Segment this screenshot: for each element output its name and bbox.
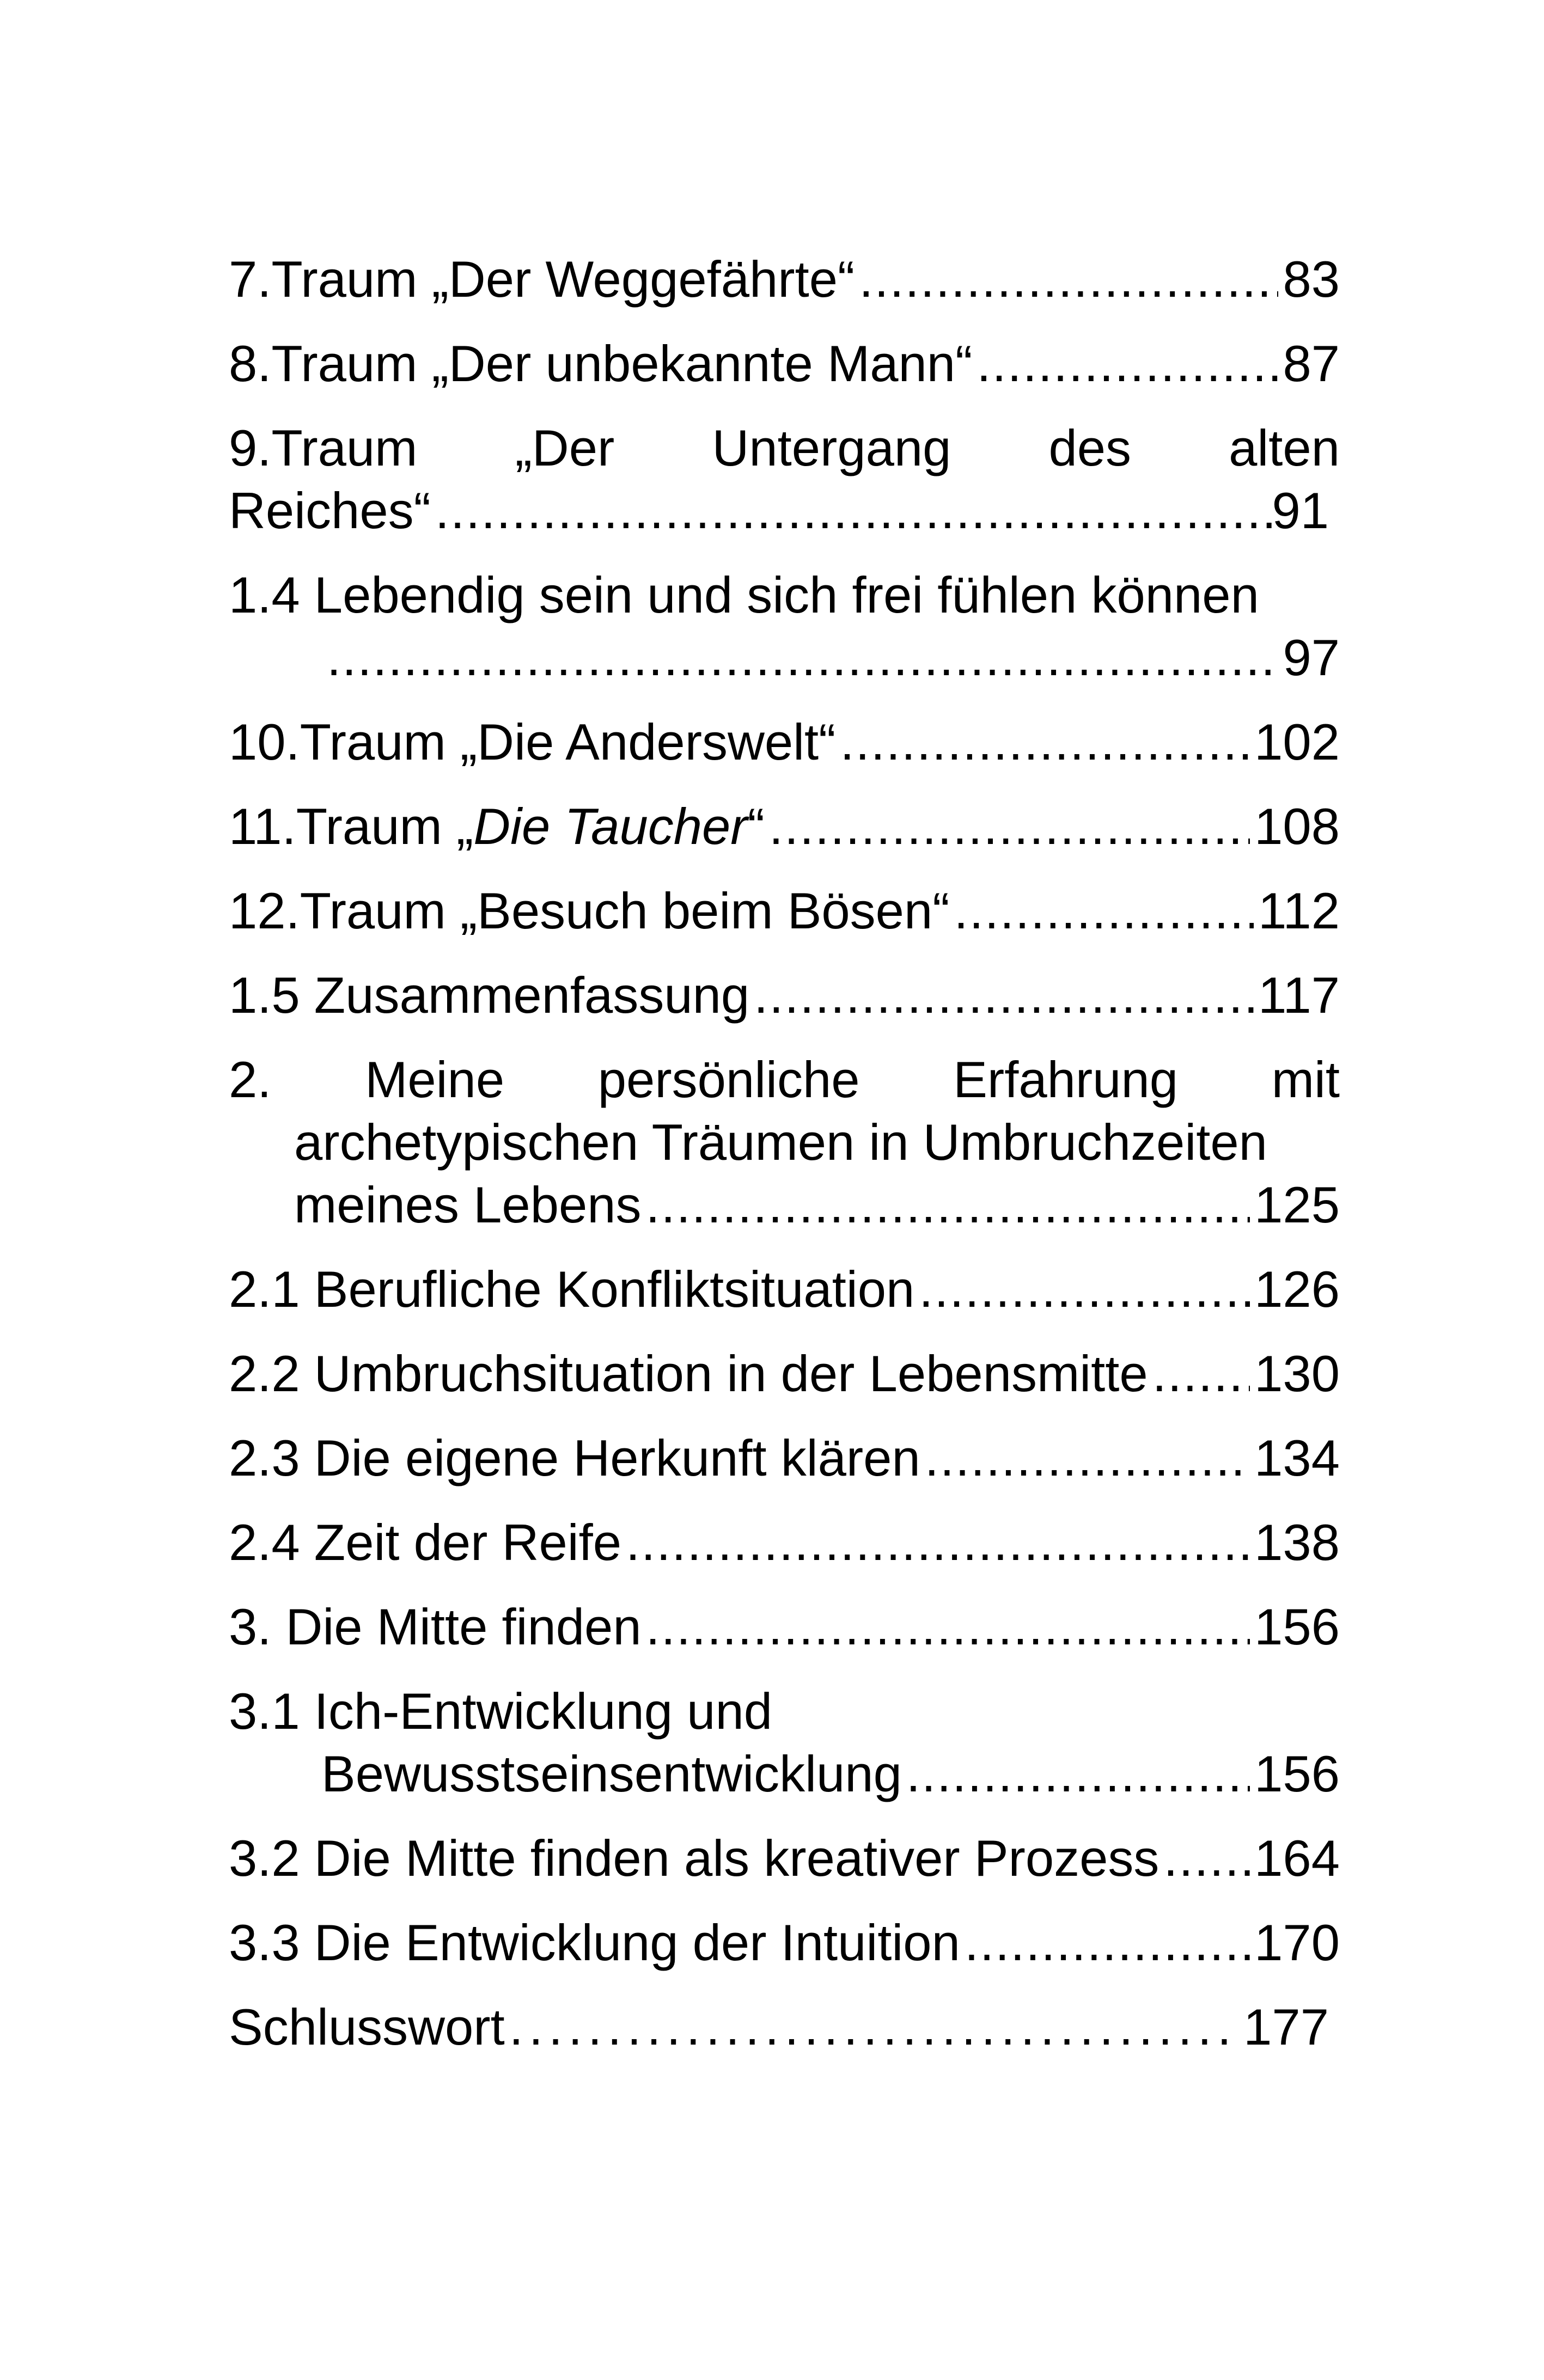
word: des [1048, 419, 1132, 476]
toc-entry-page: 164 [1254, 1830, 1340, 1887]
toc-entry-page: 91 [1272, 482, 1329, 539]
word: Erfahrung [953, 1051, 1179, 1108]
dot-leader [769, 795, 1250, 858]
toc-entry-title: 2.4 Zeit der Reife [229, 1514, 622, 1571]
toc-entry-page: 130 [1254, 1345, 1340, 1402]
toc-entry-title: 1.4 Lebendig sein und sich frei fühlen können [229, 566, 1259, 623]
toc-entry-title: 2.2 Umbruchsituation in der Lebensmitte [229, 1345, 1148, 1402]
toc-entry [229, 711, 1340, 773]
dot-leader [646, 1595, 1250, 1658]
toc-entry-title: 10.Traum „Die Anderswelt“ [229, 713, 836, 770]
toc-entry-title: Schlusswort [229, 1998, 505, 2055]
toc-entry-page: 108 [1254, 798, 1340, 855]
toc-entry-title: Reiches“ [229, 482, 431, 539]
toc-entry-page: 170 [1254, 1914, 1340, 1971]
toc-entry-title: 1.5 Zusammenfassung [229, 966, 750, 1024]
dot-leader [754, 964, 1254, 1026]
title-suffix: “ [747, 798, 765, 855]
word: Untergang [712, 419, 951, 476]
word: persönliche [597, 1051, 860, 1108]
toc-entry-page: 87 [1283, 335, 1340, 392]
title-italic: Die Taucher [473, 798, 748, 855]
toc-entry-title: 12.Traum „Besuch beim Bösen“ [229, 882, 950, 939]
table-of-contents [229, 248, 1340, 2080]
toc-entry-page: 117 [1258, 966, 1340, 1024]
dot-leader [646, 1173, 1250, 1236]
toc-entry-title-line [229, 417, 1340, 479]
toc-entry-title: 3. Die Mitte finden [229, 1598, 642, 1655]
toc-entry-page: 97 [1283, 629, 1340, 686]
toc-entry-title-line: 3.1 Ich-Entwicklung und [229, 1682, 773, 1740]
dot-leader [977, 332, 1278, 395]
dot-leader [509, 1996, 1239, 2058]
dot-leader [435, 479, 1272, 542]
toc-entry [229, 332, 1340, 395]
dot-leader [925, 1427, 1250, 1489]
toc-entry-title-line: archetypischen Träumen in Umbruchzeiten [294, 1113, 1267, 1171]
toc-entry [229, 564, 1340, 689]
toc-entry-page: 138 [1254, 1514, 1340, 1571]
toc-entry-page: 125 [1254, 1176, 1340, 1233]
toc-entry-title: 2.1 Berufliche Konfliktsituation [229, 1261, 915, 1318]
toc-entry [229, 1342, 1340, 1405]
toc-entry [229, 1427, 1340, 1489]
toc-entry-title-line [229, 479, 1340, 542]
toc-entry-title: 8.Traum „Der unbekannte Mann“ [229, 335, 973, 392]
toc-entry-title-line [229, 1742, 1340, 1805]
dot-leader [626, 1511, 1250, 1574]
toc-entry-title: 7.Traum „Der Weggefährte“ [229, 250, 855, 308]
dot-leader [1163, 1827, 1250, 1889]
toc-entry [229, 1996, 1340, 2058]
toc-entry [229, 1680, 1340, 1805]
toc-entry [229, 417, 1340, 542]
dot-leader [859, 248, 1278, 310]
toc-entry-title: Bewusstseinsentwicklung [321, 1745, 902, 1802]
toc-entry-page: 112 [1258, 882, 1340, 939]
toc-entry-title-line [229, 1173, 1340, 1236]
toc-entry-page: 156 [1254, 1598, 1340, 1655]
toc-entry [229, 1595, 1340, 1658]
word: mit [1271, 1051, 1340, 1108]
toc-entry-title [229, 795, 765, 858]
dot-leader [906, 1742, 1250, 1805]
dot-leader [954, 879, 1254, 942]
word: 9.Traum [229, 419, 418, 476]
toc-entry-title: 3.2 Die Mitte finden als kreativer Prozess [229, 1830, 1159, 1887]
toc-entry-page: 83 [1283, 250, 1340, 308]
toc-entry [229, 1827, 1340, 1889]
dot-leader [327, 626, 1278, 689]
toc-entry-title-line [229, 1048, 1340, 1111]
toc-entry [229, 795, 1340, 858]
toc-entry-page: 134 [1254, 1429, 1340, 1486]
dot-leader [1152, 1342, 1250, 1405]
toc-entry-page: 126 [1254, 1261, 1340, 1318]
toc-entry [229, 1511, 1340, 1574]
word: 2. [229, 1051, 272, 1108]
dot-leader [840, 711, 1250, 773]
title-prefix: 11.Traum „ [229, 798, 474, 855]
toc-entry-page: 177 [1243, 1998, 1329, 2055]
toc-entry [229, 1048, 1340, 1236]
dot-leader [965, 1911, 1250, 1974]
toc-entry-title: 2.3 Die eigene Herkunft klären [229, 1429, 920, 1486]
word: alten [1229, 419, 1340, 476]
toc-entry-title: meines Lebens [294, 1176, 642, 1233]
dot-leader [919, 1258, 1250, 1320]
toc-entry [229, 248, 1340, 310]
toc-entry-title-line [229, 626, 1340, 689]
toc-entry [229, 1258, 1340, 1320]
word: „Der [515, 419, 615, 476]
toc-entry-page: 156 [1254, 1745, 1340, 1802]
toc-entry [229, 964, 1340, 1026]
toc-entry-page: 102 [1254, 713, 1340, 770]
toc-entry [229, 879, 1340, 942]
word: Meine [365, 1051, 505, 1108]
toc-entry [229, 1911, 1340, 1974]
toc-entry-title: 3.3 Die Entwicklung der Intuition [229, 1914, 960, 1971]
